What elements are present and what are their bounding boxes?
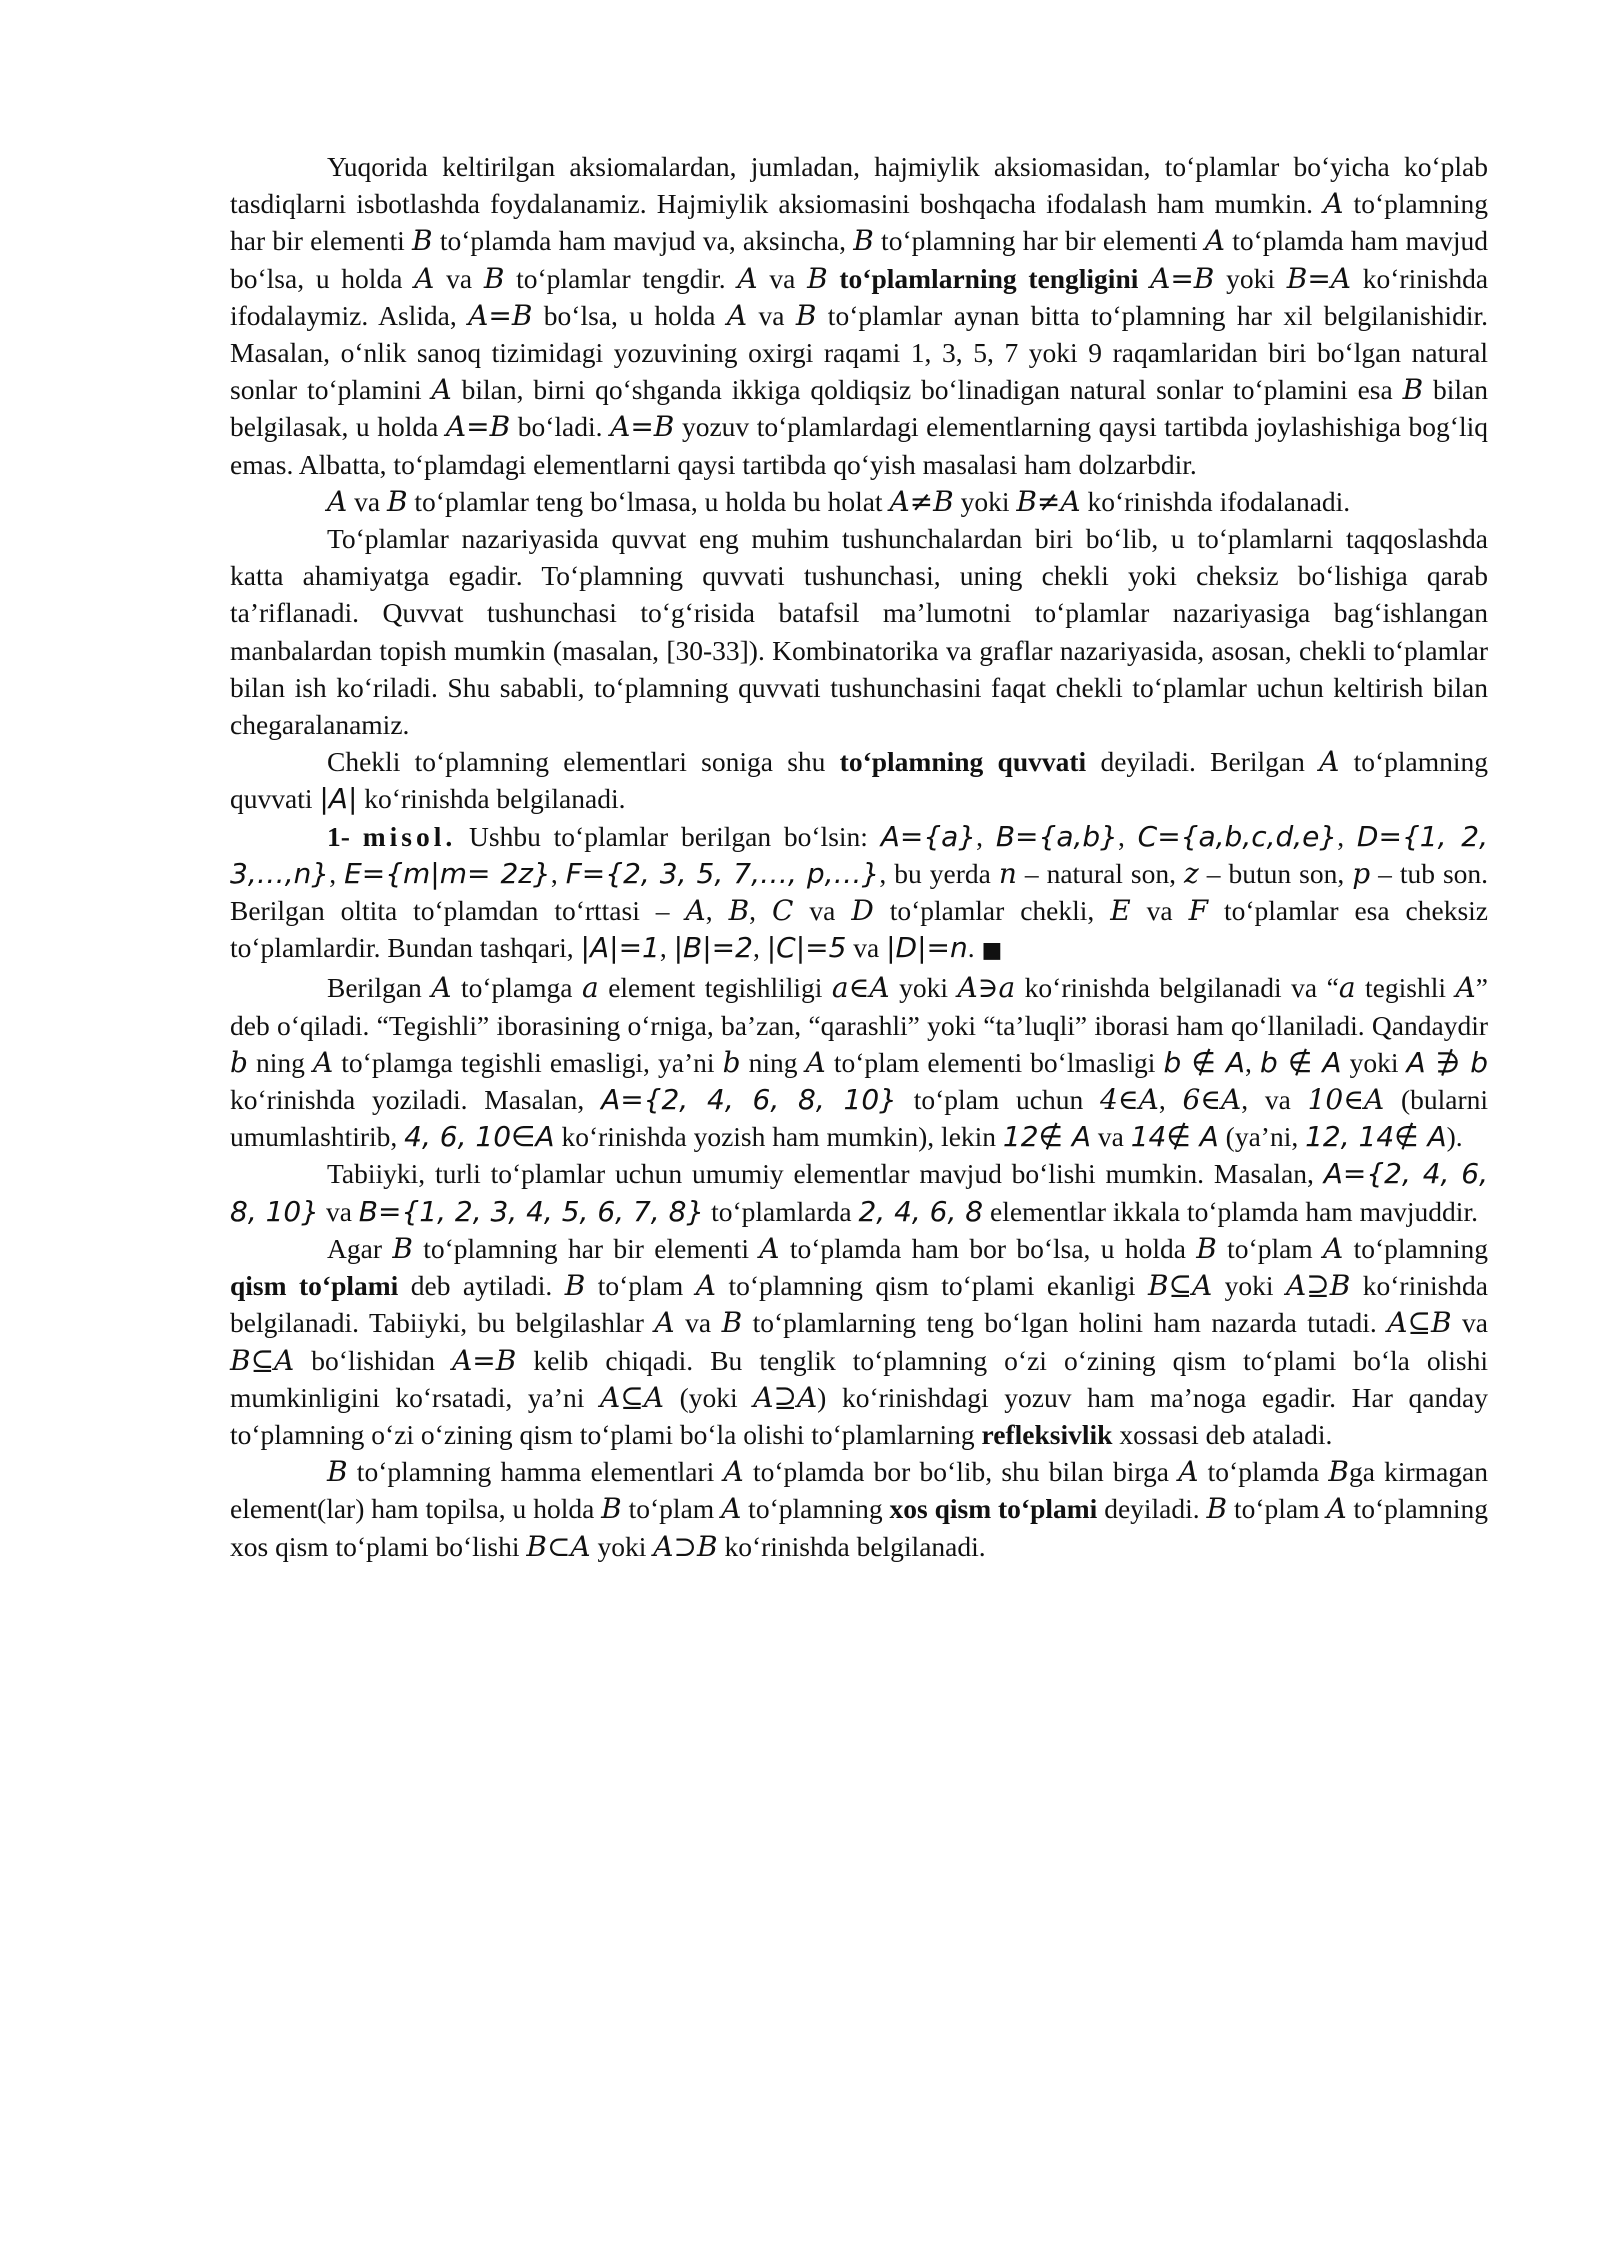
math-symbol: A∋a <box>957 971 1016 1005</box>
math-symbol: A <box>1319 745 1340 779</box>
math-symbol: A <box>431 971 452 1005</box>
paragraph-membership: Berilgan A to‘plamga a element tegishliligi a∈A yoki A∋a ko‘rinishda belgilanadi va “a tegishli A” deb o‘qiladi. “Tegishli” iborasining o‘rniga, ba’zan, “qarashli” yoki “ta’luqli” iborasi ham qo‘llaniladi. Qandaydir b ning A to‘plamga tegishli emasligi, ya’ni b ning A to‘plam elementi bo‘lmasligi b ∉ A, b ∉ A yoki A ∌ b ko‘rinishda yoziladi. Masalan, A={2, 4, 6, 8, 10} to‘plam uchun 4∈A, 6∈A, va 10∈A (bularni umumlashtirib, 4, 6, 10∈A ko‘rinishda yozish ham mumkin), lekin 12∉ A va 14∉ A (ya’ni, 12, 14∉ A). <box>230 971 1489 1154</box>
math-symbol: A⊆B <box>1387 1306 1452 1340</box>
math-symbol: B <box>721 1306 743 1340</box>
math-symbol: B <box>1328 1455 1349 1489</box>
math-symbol: A=B <box>1150 261 1215 295</box>
math-symbol: a <box>1338 971 1356 1005</box>
math-symbol: B⊆A <box>1147 1269 1213 1303</box>
math-symbol: A <box>312 1045 334 1079</box>
math-symbol: A⊃B <box>653 1529 718 1563</box>
math-symbol: B <box>728 894 750 928</box>
math-symbol: B <box>386 484 408 518</box>
math-expression: B={a,b} <box>995 819 1118 853</box>
bold-term: to‘plamning quvvati <box>839 746 1087 778</box>
math-symbol: A <box>685 894 706 928</box>
paragraph-extensionality: Yuqorida keltirilgan aksiomalardan, jumladan, hajmiylik aksiomasidan, to‘plamlar bo‘yicha ko‘plab tasdiqlarni isbotlashda foydalanamiz. Hajmiylik aksiomasini boshqacha ifodalash ham mumkin. A to‘plamning har bir elementi B to‘plamda ham mavjud va, aksincha, B to‘plamning har bir elementi A to‘plamda ham mavjud bo‘lsa, u holda A va B to‘plamlar tengdir. A va B to‘plamlarning tengligini A=B yoki B=A ko‘rinishda ifodalaymiz. Aslida, A=B bo‘lsa, u holda A va B to‘plamlar aynan bitta to‘plamning har xil belgilanishidir. Masalan, o‘nlik sanoq tizimidagi yozuvining oxirgi raqami 1, 3, 5, 7 yoki 9 raqamlaridan biri bo‘lgan natural sonlar to‘plamini A bilan, birni qo‘shganda ikkiga qoldiqsiz bo‘linadigan natural sonlar to‘plamini esa B bilan belgilasak, u holda A=B bo‘ladi. A=B yozuv to‘plamlardagi elementlarning qaysi tartibda joylashishiga bog‘liq emas. Albatta, to‘plamdagi elementlarni qaysi tartibda qo‘yish masalasi ham dolzarbdir. <box>230 151 1489 480</box>
math-expression: C={a,b,c,d,e} <box>1137 819 1338 853</box>
math-symbol: C <box>772 894 794 928</box>
bold-term: qism to‘plami <box>230 1270 399 1302</box>
math-expression: F={2, 3, 5, 7,…, p,…} <box>565 856 880 890</box>
math-symbol: A⊆A <box>600 1380 664 1414</box>
math-symbol: A <box>695 1269 716 1303</box>
math-symbol: B <box>1402 373 1424 407</box>
math-expression: 14∉ A <box>1130 1120 1219 1154</box>
math-symbol: A⊇A <box>753 1380 818 1414</box>
math-symbol: A <box>759 1231 780 1265</box>
math-symbol: a∈A <box>831 971 890 1005</box>
bold-term: refleksivlik <box>981 1418 1113 1450</box>
math-symbol: B <box>795 298 817 332</box>
math-symbol: B <box>853 224 874 258</box>
math-symbol: A <box>1323 1231 1344 1265</box>
paragraph-cardinality-definition: Chekli to‘plamning elementlari soniga shu to‘plamning quvvati deyiladi. Berilgan A to‘plamning quvvati |A| ko‘rinishda belgilanadi. <box>230 745 1488 816</box>
math-symbol: A=B <box>452 1343 517 1377</box>
math-symbol: A <box>414 261 435 295</box>
math-symbol: B <box>807 261 828 295</box>
math-symbol: n <box>998 856 1017 890</box>
math-expression: A={2, 4, 6, 8, 10} <box>230 1157 1488 1228</box>
math-symbol: A=B <box>610 410 675 444</box>
end-of-proof-icon: ■ <box>981 938 1003 964</box>
math-symbol: A=B <box>445 410 511 444</box>
math-symbol: A <box>1323 187 1344 221</box>
math-symbol: A <box>1204 224 1225 258</box>
math-expression: |D|=n <box>886 931 968 965</box>
math-symbol: A <box>654 1306 675 1340</box>
math-symbol: 6∈A <box>1182 1083 1242 1117</box>
math-expression: 4, 6, 10∈A <box>404 1120 555 1154</box>
math-expression: A={a} <box>880 819 977 853</box>
math-symbol: A=B <box>468 298 533 332</box>
math-symbol: B <box>601 1492 622 1526</box>
paragraph-subset: Agar B to‘plamning har bir elementi A to‘plamda ham bor bo‘lsa, u holda B to‘plam A to‘plamning qism to‘plami deb aytiladi. B to‘plam A to‘plamning qism to‘plami ekanligi B⊆A yoki A⊇B ko‘rinishda belgilanadi. Tabiiyki, bu belgilashlar A va B to‘plamlarning teng bo‘lgan holini ham nazarda tutadi. A⊆B va B⊆A bo‘lishidan A=B kelib chiqadi. Bu tenglik to‘plamning o‘zi o‘zining qism to‘plami bo‘la olishi mumkinligini ko‘rsatadi, ya’ni A⊆A (yoki A⊇A) ko‘rinishdagi yozuv ham ma’noga egadir. Har qanday to‘plamning o‘zi o‘zining qism to‘plami bo‘la olishi to‘plamlarning refleksivlik xossasi deb ataladi. <box>230 1231 1489 1450</box>
bold-term: to‘plamlarning tengligini <box>839 262 1139 294</box>
math-symbol: B⊂A <box>526 1529 591 1563</box>
math-symbol: E <box>1110 894 1131 928</box>
math-symbol: A <box>1326 1492 1347 1526</box>
math-expression: A={2, 4, 6, 8, 10} <box>601 1083 897 1117</box>
math-expression: |A|=1 <box>580 931 660 965</box>
example-label: misol. <box>362 820 457 852</box>
paragraph-example-1: 1- misol. Ushbu to‘plamlar berilgan bo‘lsin: A={a}, B={a,b}, C={a,b,c,d,e}, D={1, 2, 3,…,n}, E={m|m= 2z}, F={2, 3, 5, 7,…, p,…}, bu yerda n – natural son, z – butun son, p – tub son. Berilgan oltita to‘plamdan to‘rttasi – A, B, C va D to‘plamlar chekli, E va F to‘plamlar esa cheksiz to‘plamlardir. Bundan tashqari, |A|=1, |B|=2, |C|=5 va |D|=n. ■ <box>230 819 1489 965</box>
math-symbol: B <box>1206 1492 1228 1526</box>
math-expression: D={1, 2, 3,…,n} <box>230 819 1489 890</box>
math-expression: b ∉ A <box>1163 1045 1246 1079</box>
math-expression: b ∉ A <box>1260 1045 1342 1079</box>
math-symbol: A≠B <box>889 484 954 518</box>
math-expression: 12∉ A <box>1002 1120 1091 1154</box>
bold-term: 1- <box>327 820 363 852</box>
math-expression: E={m|m= 2z} <box>344 856 551 890</box>
math-symbol: A <box>327 484 348 518</box>
math-expression: A ∌ b <box>1406 1045 1489 1079</box>
math-symbol: A <box>1455 971 1476 1005</box>
math-symbol: A <box>721 1492 742 1526</box>
math-symbol: z <box>1184 856 1199 890</box>
math-expression: |C|=5 <box>766 931 847 965</box>
math-symbol: b <box>230 1045 248 1079</box>
math-symbol: B=A <box>1286 261 1352 295</box>
math-expression: 2, 4, 6, 8 <box>858 1194 984 1228</box>
math-symbol: p <box>1352 856 1371 890</box>
math-expression: 12, 14∉ A <box>1305 1120 1447 1154</box>
math-symbol: B <box>392 1231 413 1265</box>
math-expression: |A| <box>319 782 358 816</box>
math-symbol: A⊇B <box>1286 1269 1351 1303</box>
math-symbol: A <box>737 261 758 295</box>
document-page <box>230 148 1488 1565</box>
math-symbol: a <box>581 971 599 1005</box>
math-symbol: F <box>1188 894 1209 928</box>
math-symbol: b <box>722 1045 741 1079</box>
math-symbol: B⊆A <box>230 1343 295 1377</box>
paragraph-common-elements: Tabiiyki, turli to‘plamlar uchun umumiy elementlar mavjud bo‘lishi mumkin. Masalan, A={2, 4, 6, 8, 10} va B={1, 2, 3, 4, 5, 6, 7, 8} to‘plamlarda 2, 4, 6, 8 elementlar ikkala to‘plamda ham mavjuddir. <box>230 1157 1488 1228</box>
math-symbol: 4∈A <box>1100 1083 1159 1117</box>
math-symbol: B≠A <box>1016 484 1081 518</box>
math-symbol: D <box>851 894 874 928</box>
math-symbol: B <box>327 1455 348 1489</box>
math-symbol: B <box>412 224 433 258</box>
math-expression: |B|=2 <box>673 931 753 965</box>
math-symbol: B <box>564 1269 586 1303</box>
math-symbol: 10∈A <box>1307 1083 1385 1117</box>
paragraph-cardinality-intro: To‘plamlar nazariyasida quvvat eng muhim tushunchalardan biri bo‘lib, u to‘plamlarni taqqoslashda katta ahamiyatga egadir. To‘plamning quvvati tushunchasi, uning chekli yoki cheksiz bo‘lishiga qarab ta’riflanadi. Quvvat tushunchasi to‘g‘risida batafsil ma’lumotni to‘plamlar nazariyasiga bag‘ishlangan manbalardan topish mumkin (masalan, [30-33]). Kombinatorika va graflar nazariyasida, asosan, chekli to‘plamlar bilan ish ko‘riladi. Shu sababli, to‘plamning quvvati tushunchasini faqat chekli to‘plamlar uchun keltirish bilan chegaralanamiz. <box>230 523 1488 741</box>
math-symbol: A <box>805 1045 826 1079</box>
math-symbol: A <box>723 1455 744 1489</box>
paragraph-proper-subset: B to‘plamning hamma elementlari A to‘plamda bor bo‘lib, shu bilan birga A to‘plamda Bga kirmagan element(lar) ham topilsa, u holda B to‘plam A to‘plamning xos qism to‘plami deyiladi. B to‘plam A to‘plamning xos qism to‘plami bo‘lishi B⊂A yoki A⊃B ko‘rinishda belgilanadi. <box>230 1455 1488 1563</box>
math-symbol: A <box>726 298 748 332</box>
math-symbol: A <box>1178 1455 1199 1489</box>
bold-term: xos qism to‘plami <box>889 1493 1098 1525</box>
math-symbol: A <box>431 373 452 407</box>
math-symbol: B <box>1196 1231 1217 1265</box>
math-symbol: B <box>483 261 505 295</box>
math-expression: B={1, 2, 3, 4, 5, 6, 7, 8} <box>358 1194 705 1228</box>
paragraph-inequality: A va B to‘plamlar teng bo‘lmasa, u holda bu holat A≠B yoki B≠A ko‘rinishda ifodalanadi. <box>327 484 1351 518</box>
